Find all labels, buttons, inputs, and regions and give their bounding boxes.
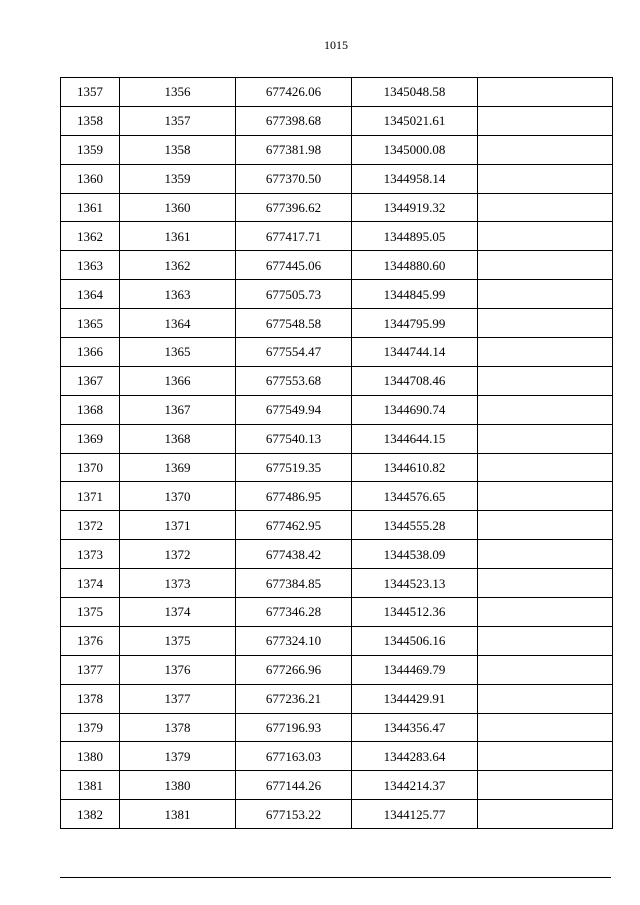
y-coordinate-cell: 1344795.99 <box>352 309 478 338</box>
table-row <box>61 366 613 395</box>
footer-divider <box>60 877 611 878</box>
note-cell <box>478 78 613 107</box>
note-cell <box>478 482 613 511</box>
table-row <box>61 540 613 569</box>
table-row <box>61 78 613 107</box>
x-coordinate-cell: 677548.58 <box>236 309 352 338</box>
x-coordinate-cell: 677144.26 <box>236 771 352 800</box>
point-id-cell: 1372 <box>61 511 120 540</box>
table-row <box>61 771 613 800</box>
point-id-cell: 1357 <box>61 78 120 107</box>
x-coordinate-cell: 677153.22 <box>236 800 352 829</box>
note-cell <box>478 684 613 713</box>
point-id-cell: 1373 <box>61 540 120 569</box>
table-row <box>61 280 613 309</box>
y-coordinate-cell: 1344356.47 <box>352 713 478 742</box>
point-id-cell: 1360 <box>61 164 120 193</box>
table-row <box>61 106 613 135</box>
note-cell <box>478 366 613 395</box>
previous-point-cell: 1372 <box>120 540 236 569</box>
x-coordinate-cell: 677163.03 <box>236 742 352 771</box>
y-coordinate-cell: 1344895.05 <box>352 222 478 251</box>
note-cell <box>478 453 613 482</box>
note-cell <box>478 395 613 424</box>
note-cell <box>478 424 613 453</box>
previous-point-cell: 1362 <box>120 251 236 280</box>
y-coordinate-cell: 1344512.36 <box>352 598 478 627</box>
note-cell <box>478 164 613 193</box>
table-row <box>61 135 613 164</box>
note-cell <box>478 540 613 569</box>
y-coordinate-cell: 1344125.77 <box>352 800 478 829</box>
note-cell <box>478 222 613 251</box>
page-number: 1015 <box>324 38 348 52</box>
previous-point-cell: 1380 <box>120 771 236 800</box>
y-coordinate-cell: 1344538.09 <box>352 540 478 569</box>
x-coordinate-cell: 677553.68 <box>236 366 352 395</box>
x-coordinate-cell: 677554.47 <box>236 338 352 367</box>
y-coordinate-cell: 1344214.37 <box>352 771 478 800</box>
y-coordinate-cell: 1345021.61 <box>352 106 478 135</box>
previous-point-cell: 1374 <box>120 598 236 627</box>
table-row <box>61 655 613 684</box>
y-coordinate-cell: 1344644.15 <box>352 424 478 453</box>
note-cell <box>478 251 613 280</box>
previous-point-cell: 1381 <box>120 800 236 829</box>
point-id-cell: 1382 <box>61 800 120 829</box>
x-coordinate-cell: 677196.93 <box>236 713 352 742</box>
previous-point-cell: 1357 <box>120 106 236 135</box>
x-coordinate-cell: 677236.21 <box>236 684 352 713</box>
y-coordinate-cell: 1344469.79 <box>352 655 478 684</box>
previous-point-cell: 1361 <box>120 222 236 251</box>
previous-point-cell: 1370 <box>120 482 236 511</box>
table-row <box>61 424 613 453</box>
table-row <box>61 598 613 627</box>
x-coordinate-cell: 677417.71 <box>236 222 352 251</box>
y-coordinate-cell: 1345048.58 <box>352 78 478 107</box>
coordinates-table <box>60 77 613 829</box>
previous-point-cell: 1356 <box>120 78 236 107</box>
y-coordinate-cell: 1344610.82 <box>352 453 478 482</box>
table-row <box>61 453 613 482</box>
y-coordinate-cell: 1344708.46 <box>352 366 478 395</box>
note-cell <box>478 626 613 655</box>
previous-point-cell: 1379 <box>120 742 236 771</box>
previous-point-cell: 1371 <box>120 511 236 540</box>
table-row <box>61 626 613 655</box>
point-id-cell: 1370 <box>61 453 120 482</box>
point-id-cell: 1381 <box>61 771 120 800</box>
point-id-cell: 1375 <box>61 598 120 627</box>
previous-point-cell: 1375 <box>120 626 236 655</box>
point-id-cell: 1364 <box>61 280 120 309</box>
x-coordinate-cell: 677396.62 <box>236 193 352 222</box>
x-coordinate-cell: 677426.06 <box>236 78 352 107</box>
table-row <box>61 164 613 193</box>
table-row <box>61 684 613 713</box>
x-coordinate-cell: 677324.10 <box>236 626 352 655</box>
x-coordinate-cell: 677438.42 <box>236 540 352 569</box>
point-id-cell: 1363 <box>61 251 120 280</box>
y-coordinate-cell: 1344919.32 <box>352 193 478 222</box>
table-row <box>61 511 613 540</box>
table-row <box>61 482 613 511</box>
point-id-cell: 1359 <box>61 135 120 164</box>
x-coordinate-cell: 677346.28 <box>236 598 352 627</box>
previous-point-cell: 1367 <box>120 395 236 424</box>
table-row <box>61 395 613 424</box>
note-cell <box>478 135 613 164</box>
point-id-cell: 1380 <box>61 742 120 771</box>
y-coordinate-cell: 1344506.16 <box>352 626 478 655</box>
note-cell <box>478 800 613 829</box>
previous-point-cell: 1363 <box>120 280 236 309</box>
y-coordinate-cell: 1344690.74 <box>352 395 478 424</box>
table-row <box>61 800 613 829</box>
point-id-cell: 1377 <box>61 655 120 684</box>
previous-point-cell: 1368 <box>120 424 236 453</box>
note-cell <box>478 771 613 800</box>
note-cell <box>478 742 613 771</box>
y-coordinate-cell: 1344576.65 <box>352 482 478 511</box>
point-id-cell: 1367 <box>61 366 120 395</box>
previous-point-cell: 1377 <box>120 684 236 713</box>
table-row <box>61 309 613 338</box>
y-coordinate-cell: 1344555.28 <box>352 511 478 540</box>
previous-point-cell: 1376 <box>120 655 236 684</box>
y-coordinate-cell: 1344283.64 <box>352 742 478 771</box>
previous-point-cell: 1358 <box>120 135 236 164</box>
note-cell <box>478 309 613 338</box>
previous-point-cell: 1378 <box>120 713 236 742</box>
x-coordinate-cell: 677384.85 <box>236 569 352 598</box>
y-coordinate-cell: 1344744.14 <box>352 338 478 367</box>
table-row <box>61 251 613 280</box>
x-coordinate-cell: 677462.95 <box>236 511 352 540</box>
table-row <box>61 338 613 367</box>
x-coordinate-cell: 677381.98 <box>236 135 352 164</box>
y-coordinate-cell: 1344845.99 <box>352 280 478 309</box>
point-id-cell: 1374 <box>61 569 120 598</box>
previous-point-cell: 1359 <box>120 164 236 193</box>
point-id-cell: 1378 <box>61 684 120 713</box>
previous-point-cell: 1365 <box>120 338 236 367</box>
table-row <box>61 713 613 742</box>
note-cell <box>478 280 613 309</box>
note-cell <box>478 106 613 135</box>
table-row <box>61 569 613 598</box>
y-coordinate-cell: 1344880.60 <box>352 251 478 280</box>
point-id-cell: 1368 <box>61 395 120 424</box>
y-coordinate-cell: 1344429.91 <box>352 684 478 713</box>
point-id-cell: 1358 <box>61 106 120 135</box>
note-cell <box>478 338 613 367</box>
x-coordinate-cell: 677266.96 <box>236 655 352 684</box>
point-id-cell: 1362 <box>61 222 120 251</box>
x-coordinate-cell: 677398.68 <box>236 106 352 135</box>
y-coordinate-cell: 1344958.14 <box>352 164 478 193</box>
table-row <box>61 742 613 771</box>
note-cell <box>478 713 613 742</box>
note-cell <box>478 193 613 222</box>
x-coordinate-cell: 677486.95 <box>236 482 352 511</box>
table-row <box>61 222 613 251</box>
x-coordinate-cell: 677519.35 <box>236 453 352 482</box>
point-id-cell: 1361 <box>61 193 120 222</box>
x-coordinate-cell: 677549.94 <box>236 395 352 424</box>
previous-point-cell: 1366 <box>120 366 236 395</box>
point-id-cell: 1366 <box>61 338 120 367</box>
point-id-cell: 1371 <box>61 482 120 511</box>
previous-point-cell: 1373 <box>120 569 236 598</box>
table-row <box>61 193 613 222</box>
y-coordinate-cell: 1345000.08 <box>352 135 478 164</box>
x-coordinate-cell: 677540.13 <box>236 424 352 453</box>
x-coordinate-cell: 677445.06 <box>236 251 352 280</box>
previous-point-cell: 1369 <box>120 453 236 482</box>
y-coordinate-cell: 1344523.13 <box>352 569 478 598</box>
point-id-cell: 1379 <box>61 713 120 742</box>
note-cell <box>478 569 613 598</box>
note-cell <box>478 598 613 627</box>
point-id-cell: 1369 <box>61 424 120 453</box>
point-id-cell: 1376 <box>61 626 120 655</box>
point-id-cell: 1365 <box>61 309 120 338</box>
note-cell <box>478 511 613 540</box>
x-coordinate-cell: 677505.73 <box>236 280 352 309</box>
x-coordinate-cell: 677370.50 <box>236 164 352 193</box>
note-cell <box>478 655 613 684</box>
previous-point-cell: 1360 <box>120 193 236 222</box>
previous-point-cell: 1364 <box>120 309 236 338</box>
coordinates-table-body <box>61 78 613 829</box>
